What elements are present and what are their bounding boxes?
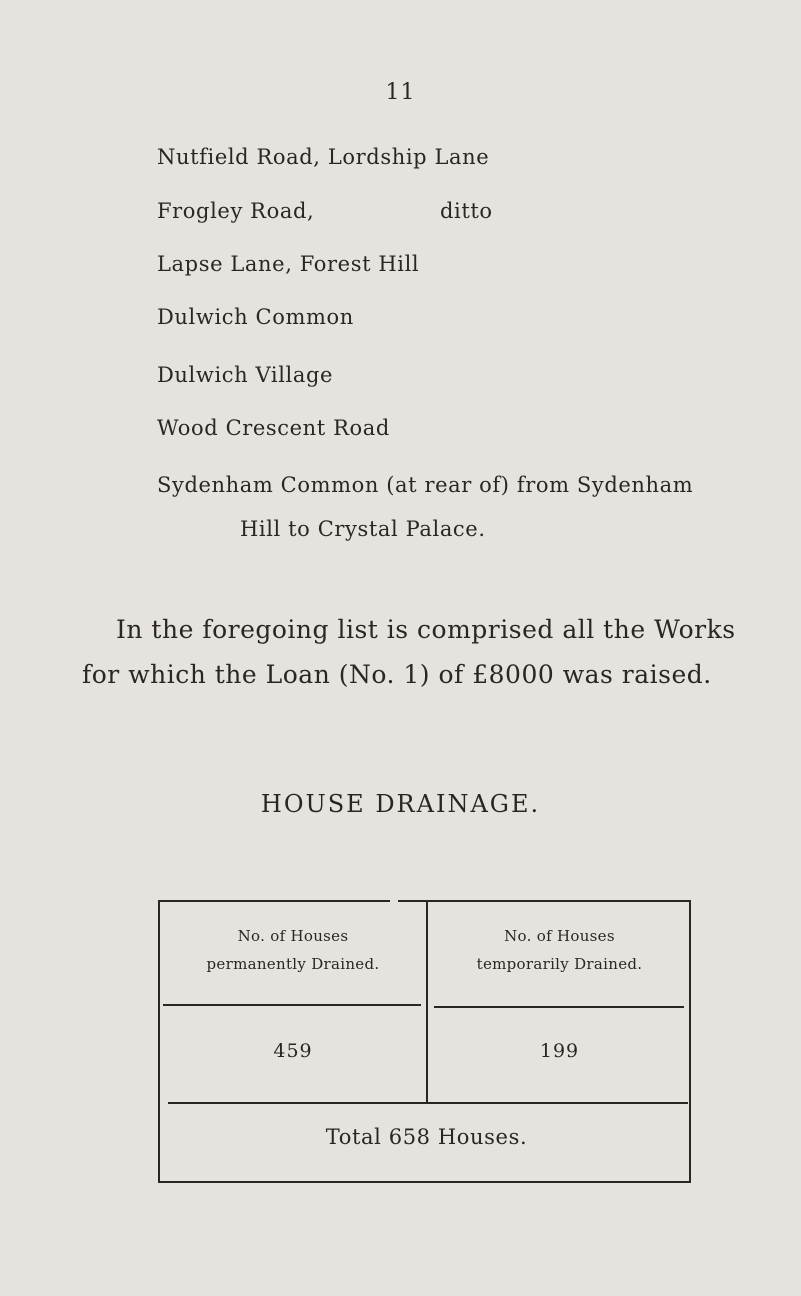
street-item	[157, 252, 419, 276]
temporary-count: 199	[539, 1040, 580, 1062]
street-item	[157, 199, 493, 223]
paragraph-line: In the foregoing list is comprised all the Works	[116, 615, 736, 644]
page-number: 11	[385, 80, 416, 105]
street-name: Nutfield Road, Lordship Lane	[157, 145, 490, 169]
street-name: Lapse Lane, Forest Hill	[157, 252, 420, 276]
column-header-permanent	[160, 922, 426, 978]
street-item	[157, 363, 333, 387]
header-line: temporarily Drained.	[476, 955, 643, 973]
header-line: No. of Houses	[237, 927, 349, 945]
header-line: No. of Houses	[504, 927, 615, 945]
section-heading: HOUSE DRAINAGE.	[260, 790, 541, 818]
street-name: Frogley Road,	[157, 199, 315, 223]
drainage-table	[158, 900, 691, 1183]
header-rule	[434, 1006, 684, 1008]
street-item	[157, 416, 390, 440]
table-top-rule	[398, 900, 689, 902]
total-houses: Total 658 Houses.	[325, 1125, 528, 1149]
column-header-temporary	[428, 922, 691, 978]
header-rule	[163, 1004, 421, 1006]
ditto-note: ditto	[440, 199, 493, 223]
table-top-rule	[160, 900, 390, 902]
street-name: Dulwich Common	[157, 305, 354, 329]
street-item	[157, 145, 489, 169]
street-name: Dulwich Village	[157, 363, 334, 387]
permanent-count: 459	[273, 1040, 313, 1062]
header-line: permanently Drained.	[206, 955, 380, 973]
paragraph-line: for which the Loan (No. 1) of £8000 was raised.	[82, 660, 712, 689]
street-item	[157, 305, 354, 329]
street-item	[157, 473, 693, 497]
total-rule	[168, 1102, 688, 1104]
street-continuation: Hill to Crystal Palace.	[240, 517, 486, 541]
street-name: Sydenham Common (at rear of) from Sydenham	[157, 473, 694, 497]
street-name: Wood Crescent Road	[157, 416, 390, 440]
